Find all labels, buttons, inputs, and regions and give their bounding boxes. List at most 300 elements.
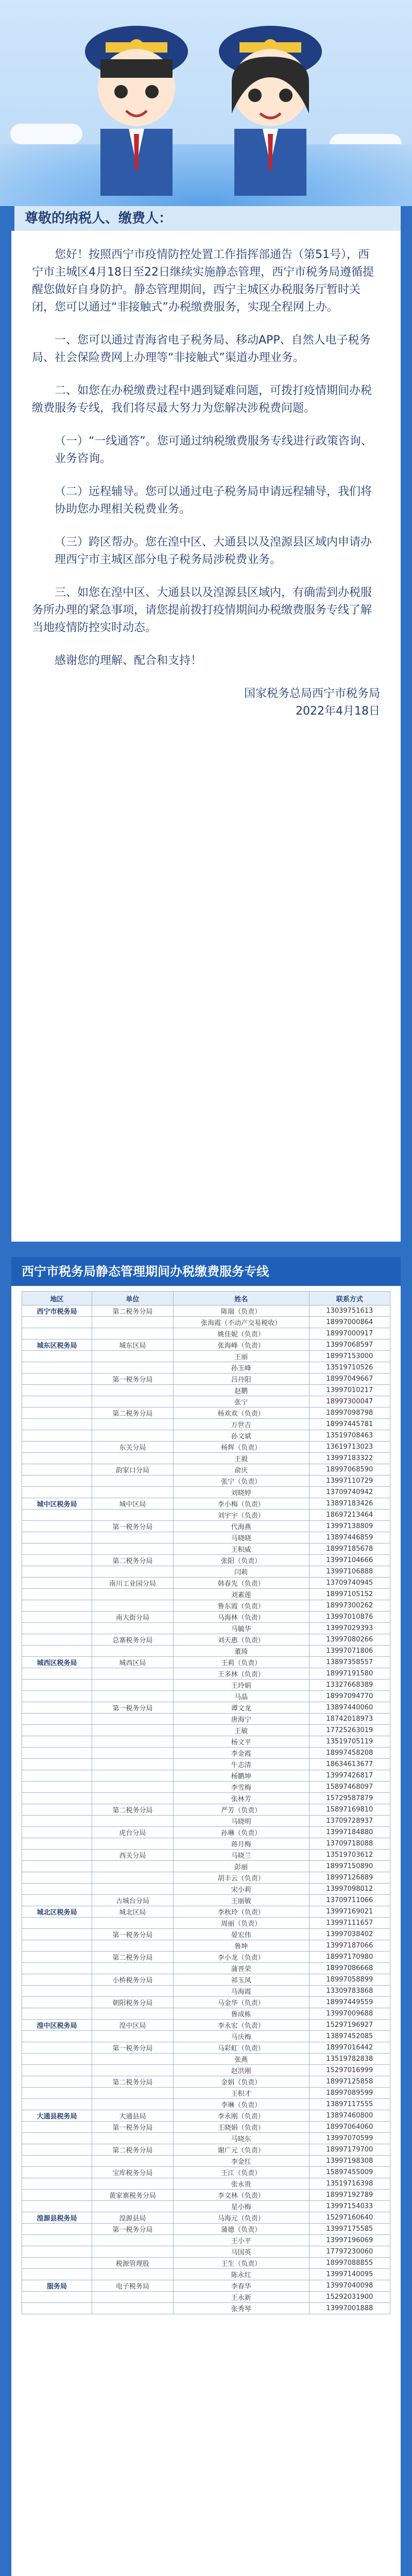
cell-unit: 税源管理股 — [92, 2258, 173, 2269]
cell-name: 李金红 — [173, 2156, 309, 2167]
cell-phone[interactable]: 13309783868 — [309, 1986, 390, 1997]
cell-phone[interactable]: 18997185678 — [309, 1544, 390, 1555]
hotline-table-card — [11, 1286, 401, 2576]
cell-name: 赵鹏 — [173, 1385, 309, 1396]
cell-unit — [92, 1793, 173, 1804]
cell-unit — [92, 1861, 173, 1872]
cell-phone[interactable]: 18997064060 — [309, 2122, 390, 2133]
hotline-table — [22, 1291, 390, 2314]
cell-name: 张秀琴 — [173, 2303, 309, 2314]
cell-unit: 黄家寨税务分局 — [92, 2190, 173, 2201]
cell-name: 王丽 — [173, 1351, 309, 1362]
cell-phone[interactable]: 13997001888 — [309, 2303, 390, 2314]
cell-phone[interactable]: 15297160640 — [309, 2212, 390, 2224]
cell-phone[interactable]: 13997111657 — [309, 1918, 390, 1929]
table-row — [22, 1668, 390, 1680]
cell-phone[interactable]: 18997058899 — [309, 1974, 390, 1986]
header-unit: 单位 — [92, 1292, 173, 1306]
cell-region — [22, 1623, 92, 1634]
cell-name: 李琳（负责） — [173, 2099, 309, 2110]
cell-unit: 第二税务分局 — [92, 1306, 173, 1317]
cell-phone[interactable]: 17797230060 — [309, 2246, 390, 2258]
cell-region — [22, 1646, 92, 1657]
cell-region — [22, 1555, 92, 1566]
cell-phone[interactable]: 15297016999 — [309, 2065, 390, 2076]
cell-name: 孙玉峰 — [173, 1362, 309, 1374]
cell-phone[interactable]: 13997040098 — [309, 2280, 390, 2292]
table-row — [22, 2178, 390, 2190]
cell-unit — [92, 2133, 173, 2144]
cell-region — [22, 1702, 92, 1714]
cell-unit — [92, 1963, 173, 1974]
cell-region — [22, 1544, 92, 1555]
cell-name: 王丽敏 — [173, 1895, 309, 1906]
table-row — [22, 1396, 390, 1408]
cell-unit: 第二税务分局 — [92, 1952, 173, 1963]
table-row — [22, 1464, 390, 1476]
cell-phone[interactable]: 13997106888 — [309, 1566, 390, 1578]
table-row — [22, 1612, 390, 1623]
cell-phone[interactable]: 13997183322 — [309, 1453, 390, 1464]
cell-unit — [92, 1317, 173, 1328]
cell-phone[interactable]: 18997089599 — [309, 2088, 390, 2099]
date: 2022年4月18日 — [296, 705, 380, 718]
cell-phone[interactable]: 18997179700 — [309, 2144, 390, 2156]
cell-phone[interactable]: 15729587879 — [309, 1793, 390, 1804]
table-row — [22, 1759, 390, 1770]
table-row — [22, 2303, 390, 2314]
table-row — [22, 1351, 390, 1362]
table-row — [22, 1566, 390, 1578]
table-row — [22, 1453, 390, 1464]
cell-name: 王积威 — [173, 1544, 309, 1555]
cell-phone[interactable]: 15292031900 — [309, 2292, 390, 2303]
cell-name: 谭文龙 — [173, 1702, 309, 1714]
cell-name: 蒋月梅 — [173, 1838, 309, 1850]
cell-unit: 城西区局 — [92, 1657, 173, 1668]
paragraph-3: 二、如您在办税缴费过程中遇到疑难问题，可拨打疫情期间办税缴费服务专线，我们将尽最大努力为您解决涉税费问题。 — [32, 384, 372, 415]
cell-region: 湟中区税务局 — [22, 2020, 92, 2031]
table-row — [22, 1328, 390, 1340]
cell-region — [22, 2008, 92, 2020]
cell-region — [22, 1974, 92, 1986]
cell-unit — [92, 1328, 173, 1340]
table-row — [22, 2020, 390, 2031]
cell-unit — [92, 1884, 173, 1895]
cell-unit — [92, 2088, 173, 2099]
cell-region — [22, 1566, 92, 1578]
paragraph-6: （三）跨区帮办。您在湟中区、大通县以及湟源县区域内申请办理西宁市主城区部分电子税务局涉税费业务。 — [55, 536, 372, 566]
cell-phone[interactable]: 13997070599 — [309, 2133, 390, 2144]
cell-region — [22, 1578, 92, 1589]
cell-unit: 第一税务分局 — [92, 1521, 173, 1532]
cell-region — [22, 1408, 92, 1419]
cell-unit — [92, 1668, 173, 1680]
table-row — [22, 1804, 390, 1816]
cell-unit: 大通县局 — [92, 2110, 173, 2122]
cell-phone[interactable]: 13709740945 — [309, 1578, 390, 1589]
cell-phone[interactable]: 13997196069 — [309, 2235, 390, 2246]
cell-name: 王晓娟（负责） — [173, 2122, 309, 2133]
cell-region: 城北区税务局 — [22, 1906, 92, 1918]
cell-unit: 第一税务分局 — [92, 2224, 173, 2235]
cell-region — [22, 1385, 92, 1396]
cell-name: 李春华 — [173, 2280, 309, 2292]
cell-region — [22, 1487, 92, 1498]
cell-region — [22, 1634, 92, 1646]
cell-phone[interactable]: 13519708463 — [309, 1430, 390, 1442]
table-row — [22, 1362, 390, 1374]
cell-unit: 第二税务分局 — [92, 1408, 173, 1419]
cell-region — [22, 2042, 92, 2054]
cell-unit — [92, 2054, 173, 2065]
cell-phone[interactable]: 13897117555 — [309, 2099, 390, 2110]
cell-unit: 湟源县局 — [92, 2212, 173, 2224]
cell-name: 孙琳（负责） — [173, 1827, 309, 1838]
cell-phone[interactable]: 13519705119 — [309, 1736, 390, 1748]
tax-officer-illustration-male — [77, 10, 196, 196]
cell-region — [22, 1453, 92, 1464]
cell-phone[interactable]: 13997038402 — [309, 1929, 390, 1940]
cell-region — [22, 1725, 92, 1736]
cell-unit: 第一税务分局 — [92, 1374, 173, 1385]
cell-phone[interactable]: 18697213464 — [309, 1510, 390, 1521]
cell-name: 张宁 — [173, 1396, 309, 1408]
cell-phone[interactable]: 15297196927 — [309, 2020, 390, 2031]
cell-unit: 第一税务分局 — [92, 1702, 173, 1714]
table-row — [22, 1408, 390, 1419]
table-row — [22, 2280, 390, 2292]
cell-phone[interactable]: 18997150890 — [309, 1861, 390, 1872]
cell-unit — [92, 2178, 173, 2190]
cell-region — [22, 1748, 92, 1759]
cell-name: 吕丹阳 — [173, 1374, 309, 1385]
cell-unit — [92, 1872, 173, 1884]
cell-region — [22, 1419, 92, 1430]
table-row — [22, 2212, 390, 2224]
cell-phone[interactable]: 13519710526 — [309, 1362, 390, 1374]
table-row — [22, 1702, 390, 1714]
table-row — [22, 1578, 390, 1589]
cell-name: 马海霞 — [173, 1986, 309, 1997]
cell-region — [22, 1351, 92, 1362]
cell-name: 闫莉 — [173, 1566, 309, 1578]
cell-unit: 古城台分局 — [92, 1895, 173, 1906]
cell-phone[interactable]: 18997449559 — [309, 1997, 390, 2008]
cell-phone[interactable]: 13997169021 — [309, 1906, 390, 1918]
cell-unit: 湟中区局 — [92, 2020, 173, 2031]
cell-name: 马晓明 — [173, 1816, 309, 1827]
cell-name: 韩春先（负责） — [173, 1578, 309, 1589]
cell-phone[interactable]: 13709718088 — [309, 1838, 390, 1850]
cell-unit — [92, 1918, 173, 1929]
table-row — [22, 1430, 390, 1442]
cell-name: 代海燕 — [173, 1521, 309, 1532]
table-row — [22, 1498, 390, 1510]
cell-phone[interactable]: 13997104666 — [309, 1555, 390, 1566]
cell-phone[interactable]: 13897358557 — [309, 1657, 390, 1668]
cell-region — [22, 1691, 92, 1702]
table-row — [22, 2156, 390, 2167]
table-row — [22, 1442, 390, 1453]
cell-phone[interactable]: 13997080266 — [309, 1634, 390, 1646]
cell-phone[interactable]: 13519716398 — [309, 2178, 390, 2190]
cell-name: 马晓兰 — [173, 1850, 309, 1861]
cell-phone[interactable]: 13997029393 — [309, 1623, 390, 1634]
cell-region — [22, 2054, 92, 2065]
cell-name: 马晓东 — [173, 2133, 309, 2144]
cell-phone[interactable]: 13897452085 — [309, 2031, 390, 2042]
table-row — [22, 2269, 390, 2280]
cell-unit: 城东区局 — [92, 1340, 173, 1351]
cell-phone[interactable]: 13997198308 — [309, 2156, 390, 2167]
table-row — [22, 2122, 390, 2133]
cell-phone[interactable]: 13997426817 — [309, 1770, 390, 1782]
cell-phone[interactable]: 18634613677 — [309, 1759, 390, 1770]
table-row — [22, 2065, 390, 2076]
cell-phone[interactable]: 13997175585 — [309, 2224, 390, 2235]
cell-phone[interactable]: 18997000864 — [309, 1317, 390, 1328]
table-body — [22, 1306, 390, 2314]
table-row — [22, 1419, 390, 1430]
cell-phone[interactable]: 18997445781 — [309, 1419, 390, 1430]
cell-phone[interactable]: 13897183426 — [309, 1498, 390, 1510]
cell-phone[interactable]: 18997016442 — [309, 2042, 390, 2054]
cell-name: 王敏 — [173, 1725, 309, 1736]
cell-unit — [92, 1385, 173, 1396]
table-title: 西宁市税务局静态管理期间办税缴费服务专线 — [11, 1257, 401, 1286]
table-row — [22, 1544, 390, 1555]
cell-region — [22, 2178, 92, 2190]
table-row — [22, 2258, 390, 2269]
cell-phone[interactable]: 13997184880 — [309, 1827, 390, 1838]
cell-unit — [92, 1362, 173, 1374]
cell-region — [22, 2076, 92, 2088]
cell-phone[interactable]: 15897468097 — [309, 1782, 390, 1793]
cell-region — [22, 2190, 92, 2201]
cell-unit — [92, 1453, 173, 1464]
cell-name: 杨欢欢（负责） — [173, 1408, 309, 1419]
cell-name: 刘晓婷 — [173, 1487, 309, 1498]
cell-unit — [92, 1600, 173, 1612]
table-row — [22, 1521, 390, 1532]
cell-name: 李永刚（负责） — [173, 2110, 309, 2122]
cell-phone[interactable]: 13997110729 — [309, 1476, 390, 1487]
cell-region — [22, 1668, 92, 1680]
cell-phone[interactable]: 18997086668 — [309, 1963, 390, 1974]
cell-phone[interactable]: 13997010876 — [309, 1612, 390, 1623]
cell-phone[interactable]: 13997068597 — [309, 1340, 390, 1351]
cell-phone[interactable]: 18997088855 — [309, 2258, 390, 2269]
cell-phone[interactable]: 13709740942 — [309, 1487, 390, 1498]
cell-name: 李雪梅 — [173, 1782, 309, 1793]
cell-phone[interactable]: 13997140095 — [309, 2269, 390, 2280]
cell-phone[interactable]: 13619713023 — [309, 1442, 390, 1453]
cell-phone[interactable]: 18997049667 — [309, 1374, 390, 1385]
cell-phone[interactable]: 15897169810 — [309, 1804, 390, 1816]
cell-phone[interactable]: 13709711066 — [309, 1895, 390, 1906]
cell-name: 张永贵 — [173, 2178, 309, 2190]
cell-phone[interactable]: 13997138809 — [309, 1521, 390, 1532]
cell-region — [22, 1317, 92, 1328]
cell-region — [22, 1430, 92, 1442]
cell-phone[interactable]: 13897440060 — [309, 1702, 390, 1714]
table-row — [22, 1940, 390, 1952]
paragraph-5: （二）远程辅导。您可以通过电子税务局申请远程辅导，我们将协助您办理相关税费业务。 — [55, 485, 372, 516]
cell-region — [22, 2065, 92, 2076]
cell-name: 马海林（负责） — [173, 1612, 309, 1623]
cell-phone[interactable]: 18742018973 — [309, 1714, 390, 1725]
cell-region — [22, 2235, 92, 2246]
cell-unit: 第一税务分局 — [92, 1929, 173, 1940]
table-row — [22, 1487, 390, 1498]
cell-name: 张燕 — [173, 2054, 309, 2065]
cell-phone[interactable]: 18997458208 — [309, 1748, 390, 1759]
cell-unit — [92, 2235, 173, 2246]
cell-phone[interactable]: 18997170980 — [309, 1952, 390, 1963]
cell-name: 刘天惠（负责） — [173, 1634, 309, 1646]
cell-phone[interactable]: 13519703612 — [309, 1850, 390, 1861]
table-row — [22, 1555, 390, 1566]
cell-phone[interactable]: 18997094770 — [309, 1691, 390, 1702]
cell-phone[interactable]: 18997105152 — [309, 1589, 390, 1600]
cell-region — [22, 1362, 92, 1374]
cell-name: 鲁东霞（负责） — [173, 1600, 309, 1612]
cell-unit — [92, 2201, 173, 2212]
cell-name: 马晓晓 — [173, 1532, 309, 1544]
cell-phone[interactable]: 13997154033 — [309, 2201, 390, 2212]
cell-unit: 南川工业园分局 — [92, 1578, 173, 1589]
cell-name: 晏宏伟 — [173, 1929, 309, 1940]
cell-name: 张海霞（不动产交易税收） — [173, 1317, 309, 1328]
cell-region — [22, 2031, 92, 2042]
cell-phone[interactable]: 13997098012 — [309, 1884, 390, 1895]
cell-region — [22, 2224, 92, 2235]
header-name: 姓名 — [173, 1292, 309, 1306]
cell-unit — [92, 2031, 173, 2042]
table-row — [22, 1974, 390, 1986]
cell-phone[interactable]: 13327668389 — [309, 1680, 390, 1691]
cell-region — [22, 2303, 92, 2314]
cell-name: 马庆梅 — [173, 2031, 309, 2042]
cell-name: 鲁成栋 — [173, 2008, 309, 2020]
cell-region — [22, 1963, 92, 1974]
table-row — [22, 2088, 390, 2099]
cell-name: 马海元（负责） — [173, 2212, 309, 2224]
cell-unit — [92, 1770, 173, 1782]
table-row — [22, 1918, 390, 1929]
table-row — [22, 1827, 390, 1838]
cell-unit — [92, 2269, 173, 2280]
cell-phone[interactable]: 18997126889 — [309, 1872, 390, 1884]
table-row — [22, 2133, 390, 2144]
cell-region — [22, 1759, 92, 1770]
cell-name: 牛志清 — [173, 1759, 309, 1770]
cell-name: 王小平 — [173, 2235, 309, 2246]
table-row — [22, 2008, 390, 2020]
cell-name: 刘宇宇（负责） — [173, 1510, 309, 1521]
cell-unit: 朝阳税务分局 — [92, 1997, 173, 2008]
cell-phone[interactable]: 13709728937 — [309, 1816, 390, 1827]
cell-phone[interactable]: 15897455009 — [309, 2167, 390, 2178]
table-row — [22, 1725, 390, 1736]
table-row — [22, 1861, 390, 1872]
cell-name: 姚佳妮（负责） — [173, 1328, 309, 1340]
cell-phone[interactable]: 18997300262 — [309, 1600, 390, 1612]
paragraph-4: （一）“一线通答”。您可通过纳税缴费服务专线进行政策咨询、业务咨询。 — [55, 435, 372, 465]
cell-region — [22, 1612, 92, 1623]
cell-phone[interactable]: 13897460800 — [309, 2110, 390, 2122]
cell-phone[interactable]: 18997191580 — [309, 1668, 390, 1680]
cell-phone[interactable]: 18997192789 — [309, 2190, 390, 2201]
cell-name: 杨鹏坤 — [173, 1770, 309, 1782]
cell-phone[interactable]: 13039751613 — [309, 1306, 390, 1317]
cell-phone[interactable]: 18997153000 — [309, 1351, 390, 1362]
cell-phone[interactable]: 18997300047 — [309, 1396, 390, 1408]
table-row — [22, 2235, 390, 2246]
cell-phone[interactable]: 18997125858 — [309, 2076, 390, 2088]
cell-unit — [92, 1419, 173, 1430]
cell-unit: 小桥税务分局 — [92, 1974, 173, 1986]
cell-unit: 总寨税务分局 — [92, 1634, 173, 1646]
cell-region — [22, 1838, 92, 1850]
cell-phone[interactable]: 13997010217 — [309, 1385, 390, 1396]
cell-phone[interactable]: 13997071806 — [309, 1646, 390, 1657]
cell-name: 王永新 — [173, 2292, 309, 2303]
cell-name: 张宁（负责） — [173, 1476, 309, 1487]
cell-phone[interactable]: 18997068590 — [309, 1464, 390, 1476]
table-row — [22, 2099, 390, 2110]
cell-unit — [92, 2065, 173, 2076]
cell-region — [22, 1510, 92, 1521]
cell-region — [22, 1986, 92, 1997]
table-row — [22, 2190, 390, 2201]
cell-region — [22, 1736, 92, 1748]
cell-region — [22, 1782, 92, 1793]
paragraph-7: 三、如您在湟中区、大通县以及湟源县区域内，有确需到办税服务所办理的紧急事项，请您提前拨打疫情期间办税缴费服务专线了解当地疫情防控实时动态。 — [32, 586, 372, 634]
cell-region — [22, 1929, 92, 1940]
table-row — [22, 1872, 390, 1884]
table-row — [22, 2042, 390, 2054]
cell-unit — [92, 1487, 173, 1498]
table-row — [22, 1600, 390, 1612]
cell-phone[interactable]: 13897446859 — [309, 1532, 390, 1544]
cell-region — [22, 1521, 92, 1532]
cell-phone[interactable]: 13997187066 — [309, 1940, 390, 1952]
cell-phone[interactable]: 18997000917 — [309, 1328, 390, 1340]
content — [11, 206, 401, 2576]
table-row — [22, 1589, 390, 1600]
table-row — [22, 1317, 390, 1328]
table-row — [22, 1793, 390, 1804]
table-row — [22, 2246, 390, 2258]
table-row — [22, 1850, 390, 1861]
cell-phone[interactable]: 13519782838 — [309, 2054, 390, 2065]
cell-phone[interactable]: 18997098798 — [309, 1408, 390, 1419]
cell-phone[interactable]: 13997009688 — [309, 2008, 390, 2020]
table-row — [22, 1906, 390, 1918]
cell-name: 张海峰（负责） — [173, 1340, 309, 1351]
cell-unit: 第二税务分局 — [92, 2076, 173, 2088]
cell-unit — [92, 1838, 173, 1850]
table-row — [22, 2076, 390, 2088]
hero-ground — [0, 144, 412, 206]
cell-region — [22, 1850, 92, 1861]
paragraph-1: 您好！按照西宁市疫情防控处置工作指挥部通告（第51号），西宁市主城区4月18日至22日继续实施静态管理，西宁市税务局遵循提醒您做好自身防护。静态管理期间，西宁主城区办税服务厅暂时关闭，您可以通过“非接触式”办税缴费服务，实现全程网上办。 — [32, 248, 374, 314]
cell-phone[interactable]: 17725263019 — [309, 1725, 390, 1736]
cell-unit — [92, 2008, 173, 2020]
cell-unit: 韵家口分局 — [92, 1464, 173, 1476]
